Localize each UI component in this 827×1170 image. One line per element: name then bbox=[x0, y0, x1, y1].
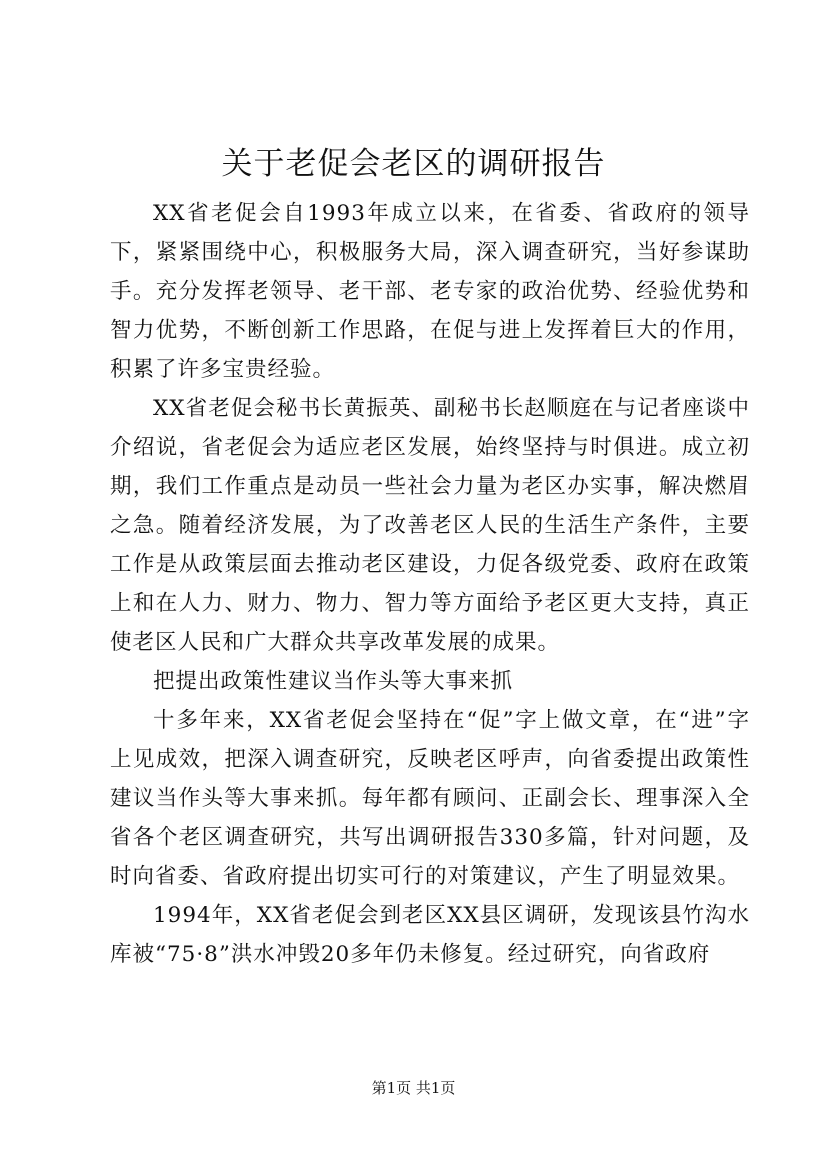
paragraph-intro: XX省老促会自1993年成立以来，在省委、省政府的领导下，紧紧围绕中心，积极服务大局，深入调查研究，当好参谋助手。充分发挥老领导、老干部、老专家的政治优势、经验优势和智力优势，不断创新工作思路，在促与进上发挥着巨大的作用，积累了许多宝贵经验。 bbox=[110, 201, 750, 382]
document-title: 关于老促会老区的调研报告 bbox=[221, 146, 606, 182]
page-footer: 第1页 共1页 bbox=[371, 1079, 456, 1097]
paragraph-decade: 十多年来，XX省老促会坚持在“促”字上做文章，在“进”字上见成效，把深入调查研究，反映老区呼声，向省委提出政策性建议当作头等大事来抓。每年都有顾问、正副会长、理事深入全省各个老区调查研究，共写出调研报告330多篇，针对问题，及时向省委、省政府提出切实可行的对策建议，产生了明显效果。 bbox=[110, 708, 750, 889]
paragraph-1994: 1994年，XX省老促会到老区XX县区调研，发现该县竹沟水库被“75·8”洪水冲毁20多年仍未修复。经过研究，向省政府 bbox=[110, 903, 750, 967]
section-heading: 把提出政策性建议当作头等大事来抓 bbox=[153, 669, 514, 694]
paragraph-interview: XX省老促会秘书长黄振英、副秘书长赵顺庭在与记者座谈中介绍说，省老促会为适应老区发展，始终坚持与时俱进。成立初期，我们工作重点是动员一些社会力量为老区办实事，解决燃眉之急。随着经济发展，为了改善老区人民的生活生产条件，主要工作是从政策层面去推动老区建设，力促各级党委、政府在政策上和在人力、财力、物力、智力等方面给予老区更大支持，真正使老区人民和广大群众共享改革发展的成果。 bbox=[110, 396, 750, 655]
document-body bbox=[110, 194, 750, 974]
